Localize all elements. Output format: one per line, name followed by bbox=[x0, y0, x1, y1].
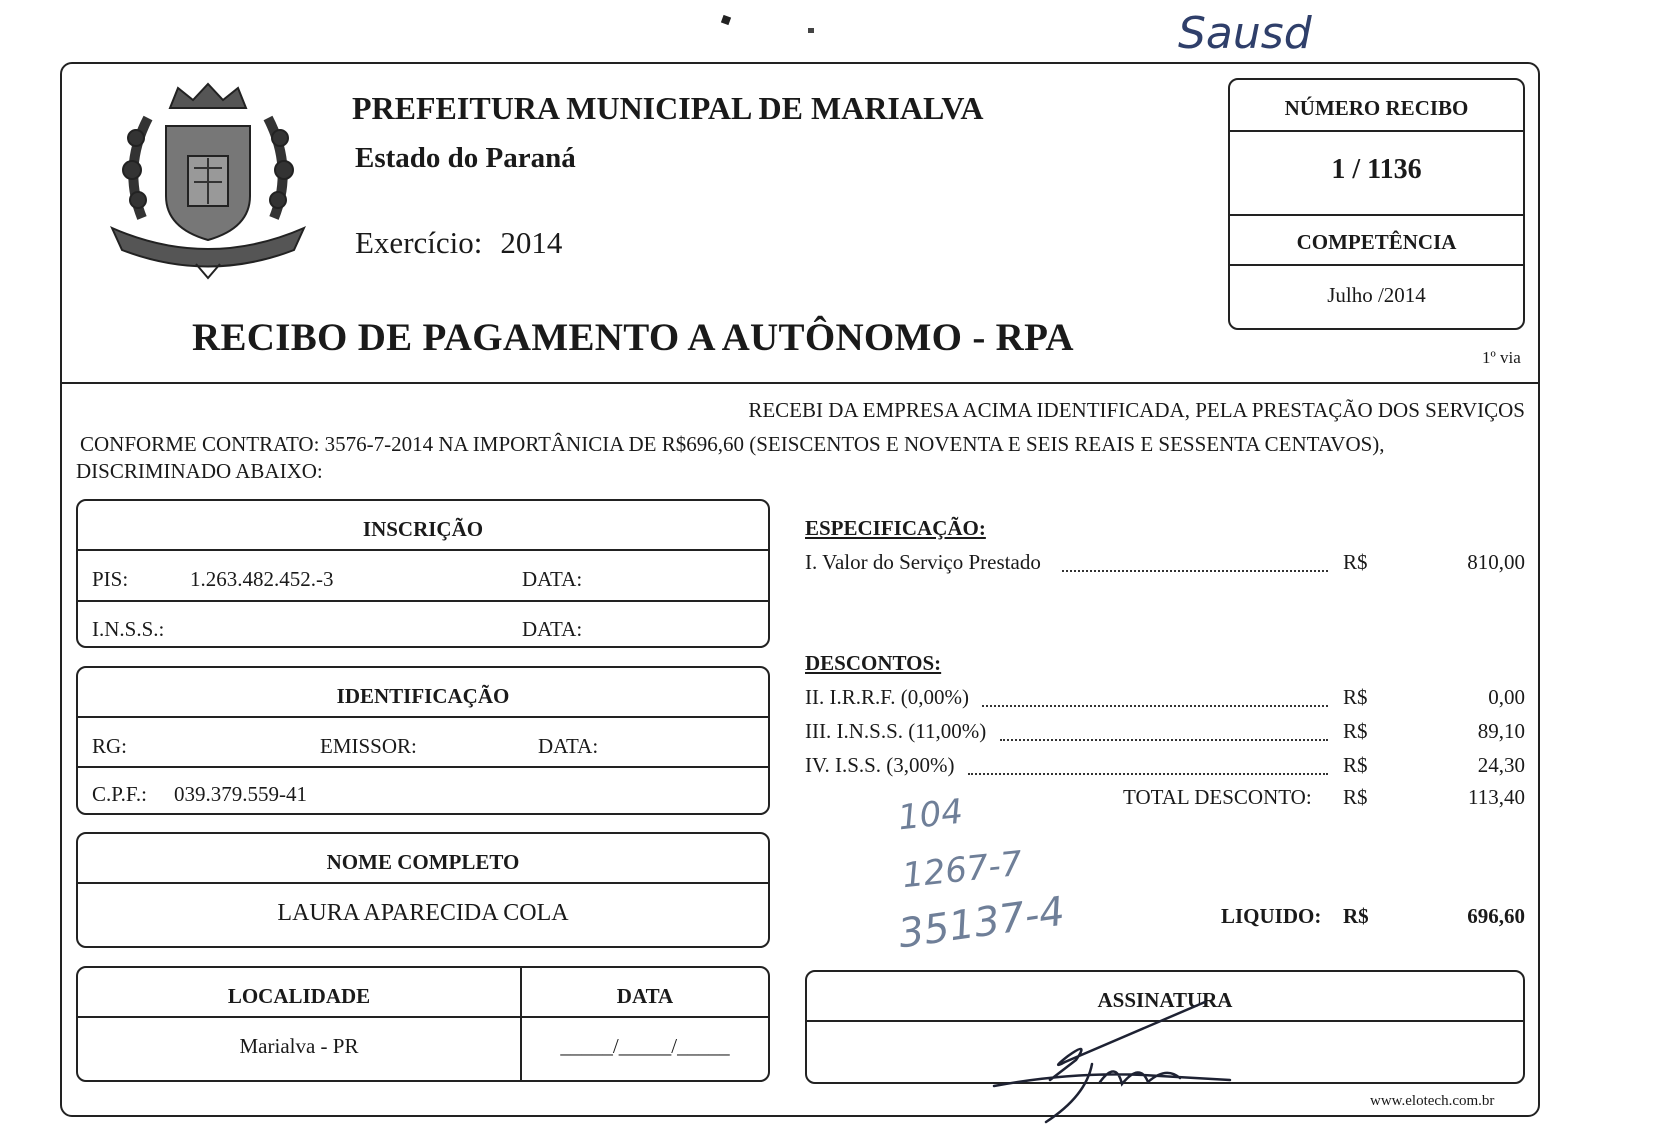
leader-dots bbox=[1062, 570, 1328, 572]
handwritten-note: 35137-4 bbox=[895, 888, 1068, 958]
divider bbox=[1230, 214, 1523, 216]
header-divider bbox=[60, 382, 1540, 384]
emissor-label: EMISSOR: bbox=[320, 734, 417, 758]
signature-title: ASSINATURA bbox=[1097, 988, 1233, 1012]
statement-line-1: RECEBI DA EMPRESA ACIMA IDENTIFICADA, PELA PRESTAÇÃO DOS SERVIÇOS bbox=[748, 398, 1525, 422]
copy-label: 1º via bbox=[1482, 348, 1521, 367]
net-label: LIQUIDO: bbox=[1221, 904, 1322, 928]
competence-value: Julho /2014 bbox=[1327, 283, 1426, 307]
service-value-label: I. Valor do Serviço Prestado bbox=[805, 550, 1041, 574]
exercise-label: Exercício: bbox=[355, 225, 483, 260]
handwritten-note: 1267-7 bbox=[900, 843, 1025, 897]
divider bbox=[78, 766, 768, 768]
total-discount-label: TOTAL DESCONTO: bbox=[1123, 785, 1312, 809]
identification-box bbox=[76, 666, 770, 815]
divider bbox=[1230, 130, 1523, 132]
pis-date-label: DATA: bbox=[522, 567, 583, 591]
receipt-number-value: 1 / 1136 bbox=[1331, 154, 1422, 185]
leader-dots bbox=[968, 773, 1328, 775]
divider bbox=[78, 549, 768, 551]
scan-mark bbox=[808, 28, 814, 33]
iss-currency: R$ bbox=[1343, 753, 1368, 777]
inss-discount-amount: 89,10 bbox=[1477, 719, 1525, 743]
footer-website: www.elotech.com.br bbox=[1370, 1093, 1495, 1109]
location-title: LOCALIDADE bbox=[227, 984, 371, 1008]
date-title: DATA bbox=[616, 984, 674, 1008]
location-value: Marialva - PR bbox=[239, 1034, 359, 1058]
leader-dots bbox=[982, 705, 1328, 707]
date-value: _____/_____/_____ bbox=[560, 1034, 730, 1058]
cpf-label: C.P.F.: bbox=[92, 782, 147, 806]
inscription-box bbox=[76, 499, 770, 648]
organization-name: PREFEITURA MUNICIPAL DE MARIALVA bbox=[352, 90, 984, 126]
irrf-amount: 0,00 bbox=[1488, 685, 1525, 709]
handwritten-initials: Sausd bbox=[1178, 8, 1312, 59]
inss-label: I.N.S.S.: bbox=[92, 617, 165, 641]
iss-amount: 24,30 bbox=[1477, 753, 1525, 777]
inss-date-label: DATA: bbox=[522, 617, 583, 641]
inss-discount-currency: R$ bbox=[1343, 719, 1368, 743]
receipt-number-label: NÚMERO RECIBO bbox=[1284, 96, 1469, 120]
specification-title: ESPECIFICAÇÃO: bbox=[805, 516, 986, 540]
handwritten-signature bbox=[990, 1000, 1250, 1125]
net-currency: R$ bbox=[1343, 904, 1369, 928]
service-value-amount: 810,00 bbox=[1467, 550, 1525, 574]
statement-line-2: CONFORME CONTRATO: 3576-7-2014 NA IMPORTÂNICIA DE R$696,60 (SEISCENTOS E NOVENTA E SEIS REAIS E SESSENTA CENTAVOS), bbox=[80, 432, 1385, 456]
inss-discount-label: III. I.N.S.S. (11,00%) bbox=[805, 719, 987, 743]
irrf-label: II. I.R.R.F. (0,00%) bbox=[805, 685, 969, 709]
irrf-currency: R$ bbox=[1343, 685, 1368, 709]
inscription-title: INSCRIÇÃO bbox=[362, 517, 484, 541]
identification-title: IDENTIFICAÇÃO bbox=[336, 684, 510, 708]
service-value-currency: R$ bbox=[1343, 550, 1368, 574]
receipt-number-box bbox=[1228, 78, 1525, 330]
handwritten-note: 104 bbox=[896, 791, 965, 839]
total-discount-amount: 113,40 bbox=[1468, 785, 1525, 809]
divider bbox=[78, 716, 768, 718]
divider bbox=[78, 1016, 768, 1018]
total-discount-currency: R$ bbox=[1343, 785, 1368, 809]
full-name-value: LAURA APARECIDA COLA bbox=[277, 900, 569, 926]
full-name-title: NOME COMPLETO bbox=[326, 850, 520, 874]
divider bbox=[78, 600, 768, 602]
exercise-field bbox=[355, 225, 562, 261]
location-date-box bbox=[76, 966, 770, 1082]
divider bbox=[1230, 264, 1523, 266]
divider bbox=[78, 882, 768, 884]
competence-label: COMPETÊNCIA bbox=[1296, 230, 1457, 254]
full-name-box bbox=[76, 832, 770, 948]
pis-value: 1.263.482.452.-3 bbox=[190, 567, 334, 591]
leader-dots bbox=[1000, 739, 1328, 741]
state-name: Estado do Paraná bbox=[355, 142, 576, 174]
cpf-value: 039.379.559-41 bbox=[174, 782, 307, 806]
document-title: RECIBO DE PAGAMENTO A AUTÔNOMO - RPA bbox=[192, 316, 1074, 359]
net-amount: 696,60 bbox=[1467, 904, 1525, 928]
municipal-coat-of-arms-icon bbox=[108, 78, 308, 283]
scan-mark bbox=[721, 15, 731, 25]
exercise-year: 2014 bbox=[500, 225, 563, 260]
discounts-title: DESCONTOS: bbox=[805, 651, 942, 675]
pis-label: PIS: bbox=[92, 567, 129, 591]
rg-date-label: DATA: bbox=[538, 734, 599, 758]
column-divider bbox=[520, 968, 522, 1080]
statement-line-3: DISCRIMINADO ABAIXO: bbox=[76, 459, 323, 483]
rg-label: RG: bbox=[92, 734, 128, 758]
iss-label: IV. I.S.S. (3,00%) bbox=[805, 753, 955, 777]
